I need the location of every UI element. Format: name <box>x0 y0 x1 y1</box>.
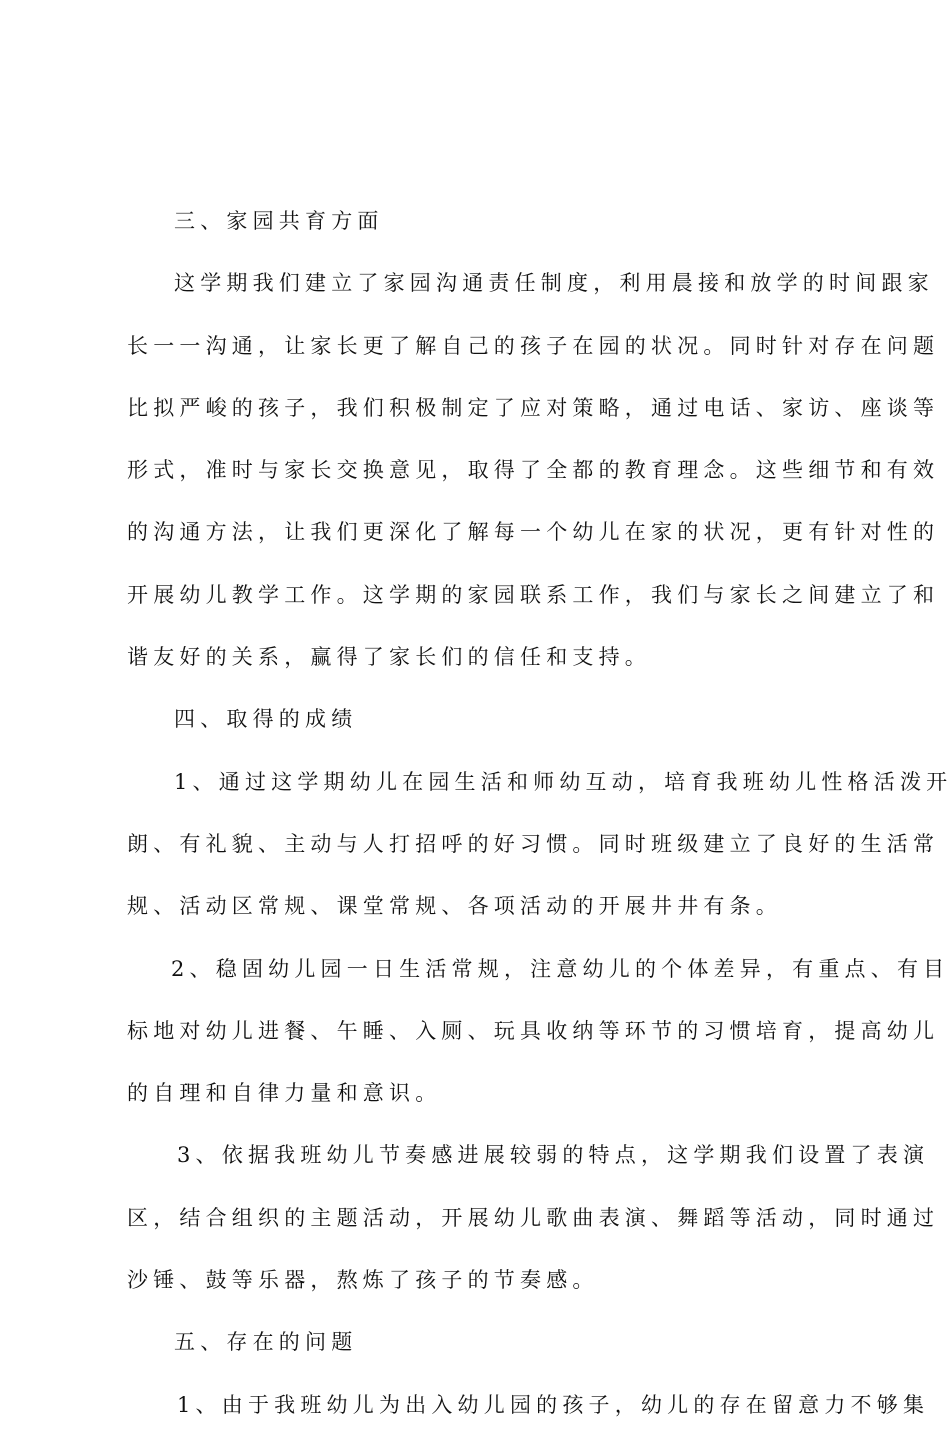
list-item-line: 1、通过这学期幼儿在园生活和师幼互动，培育我班幼儿性格活泼开 <box>174 769 952 794</box>
paragraph-line: 比拟严峻的孩子，我们积极制定了应对策略，通过电话、家访、座谈等 <box>127 395 940 420</box>
list-item-line: 朗、有礼貌、主动与人打招呼的好习惯。同时班级建立了良好的生活常 <box>127 831 940 856</box>
list-item-line: 2、稳固幼儿园一日生活常规，注意幼儿的个体差异，有重点、有目 <box>171 956 950 981</box>
document-body <box>127 190 952 1436</box>
section-heading-achievements: 四、取得的成绩 <box>174 707 358 732</box>
list-item-line: 规、活动区常规、课堂常规、各项活动的开展井井有条。 <box>127 894 782 919</box>
paragraph-line: 形式，准时与家长交换意见，取得了全都的教育理念。这些细节和有效 <box>127 458 940 483</box>
section-heading-problems: 五、存在的问题 <box>174 1330 358 1355</box>
list-item-line: 1、由于我班幼儿为出入幼儿园的孩子，幼儿的存在留意力不够集 <box>177 1392 930 1417</box>
list-item-line: 标地对幼儿进餐、午睡、入厕、玩具收纳等环节的习惯培育，提高幼儿 <box>127 1018 940 1043</box>
paragraph-line: 开展幼儿教学工作。这学期的家园联系工作，我们与家长之间建立了和 <box>127 582 940 607</box>
list-item-line: 区，结合组织的主题活动，开展幼儿歌曲表演、舞蹈等活动，同时通过 <box>127 1205 940 1230</box>
paragraph-line: 的沟通方法，让我们更深化了解每一个幼儿在家的状况，更有针对性的 <box>127 520 940 545</box>
list-item-line: 沙锤、鼓等乐器，熬炼了孩子的节奏感。 <box>127 1268 599 1293</box>
section-heading-home-school: 三、家园共育方面 <box>174 209 384 233</box>
list-item-line: 3、依据我班幼儿节奏感进展较弱的特点，这学期我们设置了表演 <box>177 1143 930 1168</box>
paragraph-line: 谐友好的关系，赢得了家长们的信任和支持。 <box>127 645 651 670</box>
paragraph-line: 这学期我们建立了家园沟通责任制度，利用晨接和放学的时间跟家 <box>174 271 934 296</box>
paragraph-line: 长一一沟通，让家长更了解自己的孩子在园的状况。同时针对存在问题 <box>127 333 940 358</box>
list-item-line: 的自理和自律力量和意识。 <box>127 1081 442 1106</box>
